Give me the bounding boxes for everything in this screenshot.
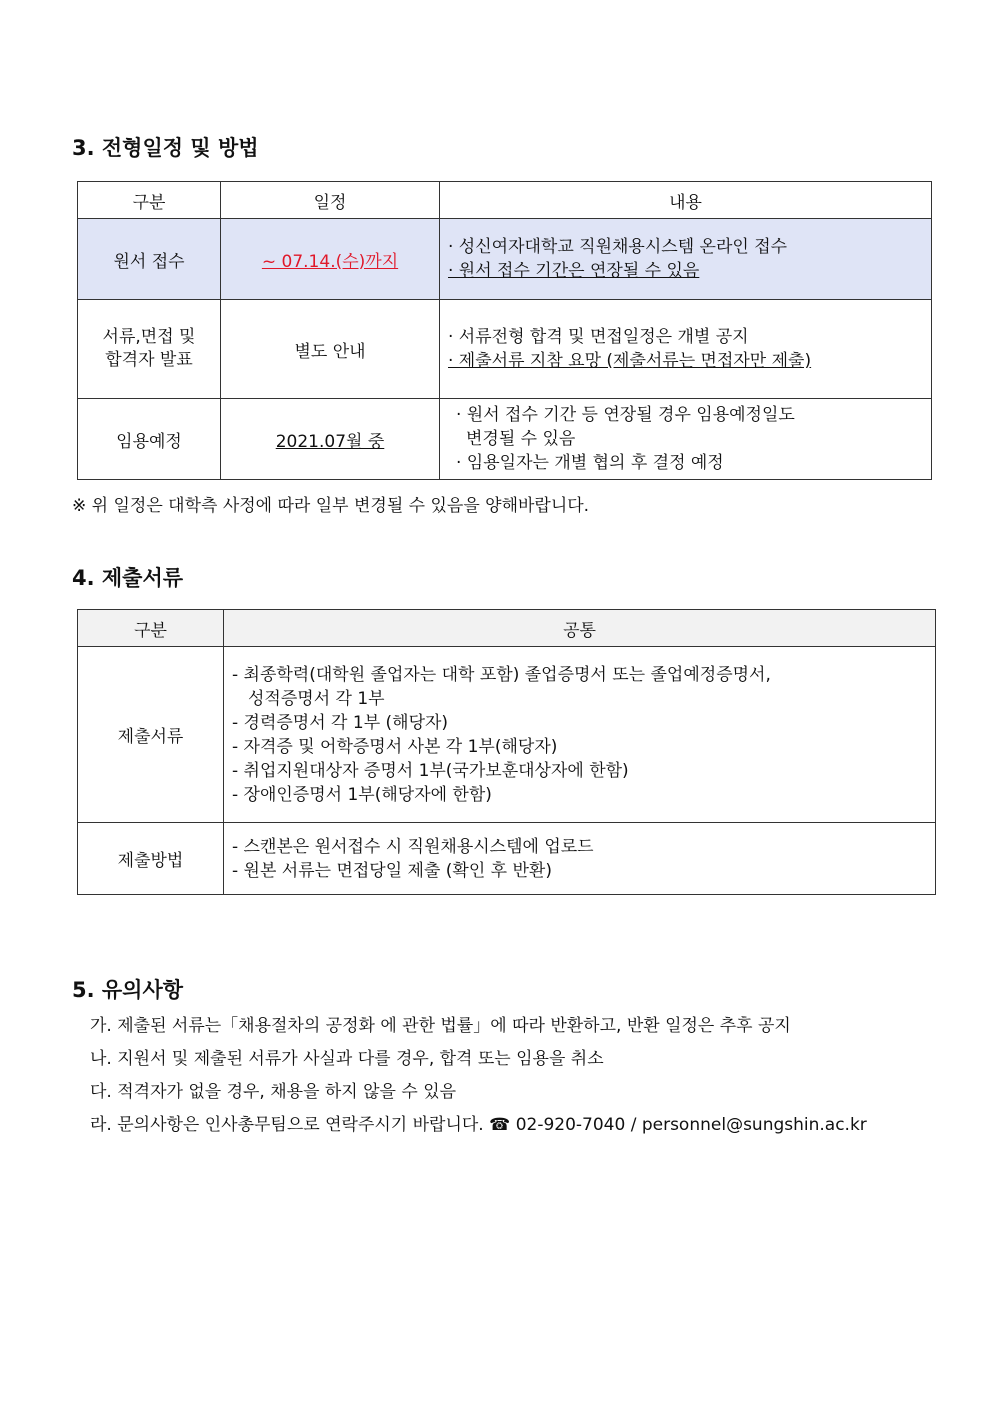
row-category: 제출방법: [78, 823, 224, 895]
content-line: - 취업지원대상자 증명서 1부(국가보훈대상자에 한함): [232, 760, 629, 781]
row-category: 원서 접수: [78, 219, 221, 300]
row-content: [224, 823, 936, 895]
table-row: [78, 219, 932, 300]
content-line: - 장애인증명서 1부(해당자에 한함): [232, 784, 492, 805]
content-line: 변경될 수 있음: [466, 429, 576, 449]
header-category: 구분: [78, 610, 224, 647]
content-line: · 제출서류 지참 요망 (제출서류는 면접자만 제출): [448, 351, 812, 371]
content-line: - 스캔본은 원서접수 시 직원채용시스템에 업로드: [232, 836, 594, 857]
content-line: · 임용일자는 개별 협의 후 결정 예정: [456, 453, 724, 473]
header-content: 내용: [440, 182, 932, 219]
header-category: 구분: [78, 182, 221, 219]
notice-item: 나. 지원서 및 제출된 서류가 사실과 다를 경우, 합격 또는 임용을 취소: [90, 1049, 604, 1069]
table-row: [78, 399, 932, 480]
category-line: 합격자 발표: [105, 350, 193, 370]
content-line: 성적증명서 각 1부: [248, 688, 385, 709]
row-category: [78, 300, 221, 399]
notice-list: [90, 1012, 867, 1144]
row-content: [440, 219, 932, 300]
row-schedule: 2021.07월 중: [275, 431, 385, 452]
content-line: - 경력증명서 각 1부 (해당자): [232, 712, 449, 733]
section4-title: 4. 제출서류: [72, 566, 184, 590]
row-schedule: 별도 안내: [221, 300, 440, 399]
section5-title: 5. 유의사항: [72, 978, 184, 1002]
row-content: [224, 647, 936, 823]
documents-table: [77, 609, 936, 895]
content-line: · 서류전형 합격 및 면접일정은 개별 공지: [448, 327, 749, 347]
table-row: [78, 300, 932, 399]
content-line: - 자격증 및 어학증명서 사본 각 1부(해당자): [232, 736, 558, 757]
content-line: · 성신여자대학교 직원채용시스템 온라인 접수: [448, 237, 788, 257]
schedule-note: ※ 위 일정은 대학측 사정에 따라 일부 변경될 수 있음을 양해바랍니다.: [72, 496, 590, 516]
row-content: [440, 399, 932, 480]
row-category: 임용예정: [78, 399, 221, 480]
notice-item: 다. 적격자가 없을 경우, 채용을 하지 않을 수 있음: [90, 1082, 457, 1102]
table-header-row: [78, 182, 932, 219]
deadline-text: ~ 07.14.(수)까지: [261, 251, 399, 272]
header-common: 공통: [224, 610, 936, 647]
content-line: · 원서 접수 기간은 연장될 수 있음: [448, 261, 700, 281]
header-schedule: 일정: [221, 182, 440, 219]
notice-item: 가. 제출된 서류는「채용절차의 공정화 에 관한 법률」에 따라 반환하고, 반환 일정은 추후 공지: [90, 1016, 791, 1036]
notice-item: 라. 문의사항은 인사총무팀으로 연락주시기 바랍니다. ☎ 02-920-7040 / personnel@sungshin.ac.kr: [90, 1115, 867, 1135]
section3-title: 3. 전형일정 및 방법: [72, 136, 259, 160]
schedule-table: [77, 181, 932, 480]
table-row: [78, 823, 936, 895]
content-line: - 최종학력(대학원 졸업자는 대학 포함) 졸업증명서 또는 졸업예정증명서,: [232, 664, 771, 685]
row-content: [440, 300, 932, 399]
row-category: 제출서류: [78, 647, 224, 823]
content-line: · 원서 접수 기간 등 연장될 경우 임용예정일도: [456, 405, 795, 425]
table-row: [78, 647, 936, 823]
table-header-row: [78, 610, 936, 647]
content-line: - 원본 서류는 면접당일 제출 (확인 후 반환): [232, 860, 552, 881]
category-line: 서류,면접 및: [102, 327, 196, 347]
